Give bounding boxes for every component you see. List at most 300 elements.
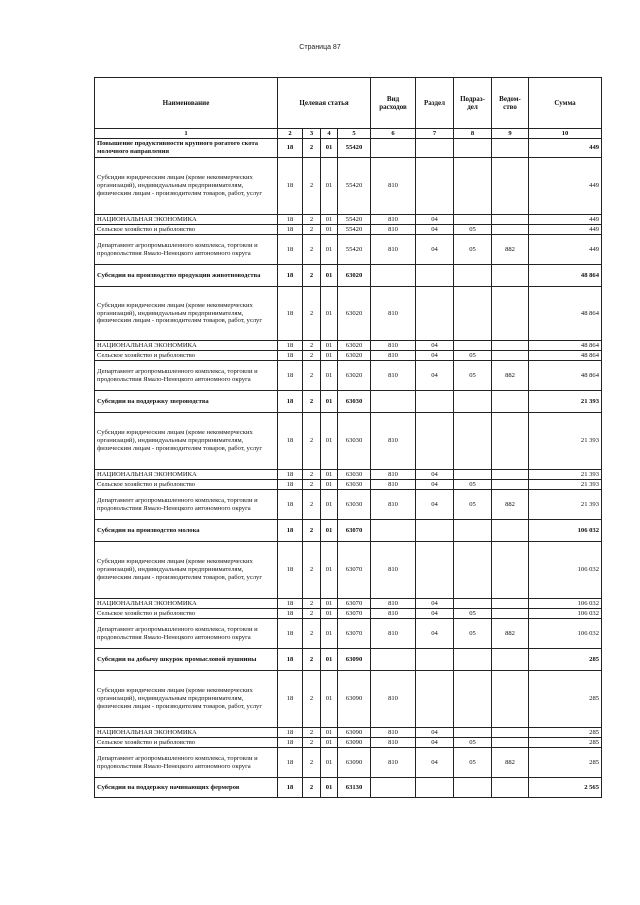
table-row bbox=[95, 542, 602, 599]
row-sum: 21 393 bbox=[529, 391, 602, 413]
row-code-5: 55420 bbox=[338, 215, 371, 225]
table-row bbox=[95, 748, 602, 778]
row-code-5: 63130 bbox=[338, 778, 371, 798]
row-code-5: 63090 bbox=[338, 649, 371, 671]
row-code-3: 2 bbox=[303, 520, 321, 542]
row-department: 882 bbox=[492, 748, 529, 778]
row-section: 04 bbox=[416, 748, 454, 778]
header-expense-type: Вид расходов bbox=[371, 78, 416, 129]
row-name: НАЦИОНАЛЬНАЯ ЭКОНОМИКА bbox=[95, 599, 278, 609]
row-name: Департамент агропромышленного комплекса, торговли и продовольствия Ямало-Ненецкого автономного округа bbox=[95, 361, 278, 391]
row-code-4: 01 bbox=[321, 235, 338, 265]
row-code-4: 01 bbox=[321, 728, 338, 738]
row-code-5: 63030 bbox=[338, 490, 371, 520]
row-department bbox=[492, 609, 529, 619]
row-department bbox=[492, 139, 529, 158]
row-section: 04 bbox=[416, 738, 454, 748]
row-code-3: 2 bbox=[303, 287, 321, 341]
row-code-5: 63070 bbox=[338, 609, 371, 619]
row-code-2: 18 bbox=[278, 778, 303, 798]
row-code-2: 18 bbox=[278, 490, 303, 520]
row-sum: 21 393 bbox=[529, 490, 602, 520]
row-code-4: 01 bbox=[321, 619, 338, 649]
row-section: 04 bbox=[416, 609, 454, 619]
row-code-2: 18 bbox=[278, 225, 303, 235]
row-sum: 285 bbox=[529, 728, 602, 738]
row-department bbox=[492, 520, 529, 542]
row-department: 882 bbox=[492, 361, 529, 391]
row-section bbox=[416, 649, 454, 671]
row-name: Сельское хозяйство и рыболовство bbox=[95, 609, 278, 619]
row-department: 882 bbox=[492, 619, 529, 649]
row-name: Субсидии юридическим лицам (кроме некоммерческих организаций), индивидуальным предпринимателям, физическим лицам - производителям товаров, работ, услуг bbox=[95, 158, 278, 215]
row-code-3: 2 bbox=[303, 361, 321, 391]
row-subsection: 05 bbox=[454, 490, 492, 520]
table-row bbox=[95, 671, 602, 728]
row-code-4: 01 bbox=[321, 215, 338, 225]
col-number: 6 bbox=[371, 129, 416, 139]
row-code-5: 63090 bbox=[338, 738, 371, 748]
table-row bbox=[95, 470, 602, 480]
row-name: Департамент агропромышленного комплекса, торговли и продовольствия Ямало-Ненецкого автономного округа bbox=[95, 490, 278, 520]
row-name: НАЦИОНАЛЬНАЯ ЭКОНОМИКА bbox=[95, 470, 278, 480]
row-code-4: 01 bbox=[321, 351, 338, 361]
row-code-4: 01 bbox=[321, 609, 338, 619]
col-number: 1 bbox=[95, 129, 278, 139]
row-sum: 449 bbox=[529, 158, 602, 215]
table-row bbox=[95, 361, 602, 391]
row-department bbox=[492, 215, 529, 225]
row-expense-type: 810 bbox=[371, 490, 416, 520]
col-number: 4 bbox=[321, 129, 338, 139]
row-code-2: 18 bbox=[278, 609, 303, 619]
row-expense-type bbox=[371, 265, 416, 287]
col-number: 8 bbox=[454, 129, 492, 139]
row-code-3: 2 bbox=[303, 215, 321, 225]
row-code-2: 18 bbox=[278, 470, 303, 480]
row-section bbox=[416, 139, 454, 158]
row-subsection bbox=[454, 287, 492, 341]
row-subsection bbox=[454, 215, 492, 225]
row-subsection bbox=[454, 265, 492, 287]
row-code-2: 18 bbox=[278, 341, 303, 351]
row-code-4: 01 bbox=[321, 413, 338, 470]
row-code-4: 01 bbox=[321, 341, 338, 351]
row-subsection bbox=[454, 599, 492, 609]
row-code-5: 63090 bbox=[338, 671, 371, 728]
row-department bbox=[492, 542, 529, 599]
row-code-2: 18 bbox=[278, 738, 303, 748]
row-sum: 285 bbox=[529, 671, 602, 728]
row-name: Субсидии на добычу шкурок промысловой пушнины bbox=[95, 649, 278, 671]
row-code-3: 2 bbox=[303, 470, 321, 480]
row-department bbox=[492, 649, 529, 671]
row-code-2: 18 bbox=[278, 671, 303, 728]
row-code-4: 01 bbox=[321, 225, 338, 235]
row-sum: 48 864 bbox=[529, 341, 602, 351]
row-code-5: 55420 bbox=[338, 158, 371, 215]
row-code-3: 2 bbox=[303, 158, 321, 215]
row-code-5: 63090 bbox=[338, 728, 371, 738]
row-section: 04 bbox=[416, 619, 454, 649]
row-section bbox=[416, 520, 454, 542]
row-code-4: 01 bbox=[321, 748, 338, 778]
row-section bbox=[416, 542, 454, 599]
row-sum: 106 032 bbox=[529, 619, 602, 649]
row-department bbox=[492, 728, 529, 738]
row-name: Департамент агропромышленного комплекса, торговли и продовольствия Ямало-Ненецкого автономного округа bbox=[95, 619, 278, 649]
row-department bbox=[492, 341, 529, 351]
row-sum: 2 565 bbox=[529, 778, 602, 798]
row-code-3: 2 bbox=[303, 413, 321, 470]
row-sum: 285 bbox=[529, 748, 602, 778]
table-row bbox=[95, 649, 602, 671]
row-code-4: 01 bbox=[321, 542, 338, 599]
row-sum: 48 864 bbox=[529, 265, 602, 287]
row-code-2: 18 bbox=[278, 542, 303, 599]
row-code-3: 2 bbox=[303, 235, 321, 265]
row-code-3: 2 bbox=[303, 738, 321, 748]
row-code-3: 2 bbox=[303, 265, 321, 287]
row-code-2: 18 bbox=[278, 748, 303, 778]
row-code-4: 01 bbox=[321, 671, 338, 728]
row-code-2: 18 bbox=[278, 520, 303, 542]
col-number: 10 bbox=[529, 129, 602, 139]
row-name: НАЦИОНАЛЬНАЯ ЭКОНОМИКА bbox=[95, 341, 278, 351]
row-name: Повышение продуктивности крупного рогатого скота молочного направления bbox=[95, 139, 278, 158]
row-subsection bbox=[454, 139, 492, 158]
col-number: 2 bbox=[278, 129, 303, 139]
row-sum: 449 bbox=[529, 215, 602, 225]
row-code-2: 18 bbox=[278, 287, 303, 341]
row-department bbox=[492, 391, 529, 413]
row-sum: 21 393 bbox=[529, 413, 602, 470]
row-section bbox=[416, 778, 454, 798]
header-sum: Сумма bbox=[529, 78, 602, 129]
row-code-4: 01 bbox=[321, 139, 338, 158]
row-code-5: 63070 bbox=[338, 542, 371, 599]
row-sum: 48 864 bbox=[529, 287, 602, 341]
row-sum: 106 032 bbox=[529, 520, 602, 542]
row-section bbox=[416, 391, 454, 413]
row-sum: 21 393 bbox=[529, 470, 602, 480]
table-row bbox=[95, 215, 602, 225]
row-name: Субсидии юридическим лицам (кроме некоммерческих организаций), индивидуальным предпринимателям, физическим лицам - производителям товаров, работ, услуг bbox=[95, 413, 278, 470]
row-department bbox=[492, 480, 529, 490]
row-subsection bbox=[454, 542, 492, 599]
row-subsection bbox=[454, 158, 492, 215]
row-code-3: 2 bbox=[303, 778, 321, 798]
row-code-5: 63030 bbox=[338, 480, 371, 490]
row-section: 04 bbox=[416, 480, 454, 490]
row-expense-type: 810 bbox=[371, 351, 416, 361]
row-subsection bbox=[454, 649, 492, 671]
row-name: Субсидии юридическим лицам (кроме некоммерческих организаций), индивидуальным предпринимателям, физическим лицам - производителям товаров, работ, услуг bbox=[95, 671, 278, 728]
row-department bbox=[492, 265, 529, 287]
row-section: 04 bbox=[416, 361, 454, 391]
row-section bbox=[416, 158, 454, 215]
header-subsection: Подраз-дел bbox=[454, 78, 492, 129]
row-section: 04 bbox=[416, 599, 454, 609]
row-expense-type: 810 bbox=[371, 235, 416, 265]
row-section: 04 bbox=[416, 490, 454, 520]
row-code-2: 18 bbox=[278, 158, 303, 215]
row-department bbox=[492, 413, 529, 470]
table-row bbox=[95, 599, 602, 609]
row-name: Субсидии на поддержку начинающих фермеров bbox=[95, 778, 278, 798]
row-code-3: 2 bbox=[303, 728, 321, 738]
row-code-5: 63020 bbox=[338, 361, 371, 391]
row-expense-type bbox=[371, 778, 416, 798]
row-name: Субсидии юридическим лицам (кроме некоммерческих организаций), индивидуальным предпринимателям, физическим лицам - производителям товаров, работ, услуг bbox=[95, 287, 278, 341]
table-row bbox=[95, 619, 602, 649]
row-code-2: 18 bbox=[278, 599, 303, 609]
table-row bbox=[95, 728, 602, 738]
row-code-5: 63030 bbox=[338, 470, 371, 480]
table-row bbox=[95, 490, 602, 520]
row-code-5: 63020 bbox=[338, 351, 371, 361]
table-row bbox=[95, 738, 602, 748]
row-section bbox=[416, 265, 454, 287]
row-expense-type: 810 bbox=[371, 748, 416, 778]
row-expense-type: 810 bbox=[371, 413, 416, 470]
header-section: Раздел bbox=[416, 78, 454, 129]
row-code-5: 63020 bbox=[338, 341, 371, 351]
row-code-3: 2 bbox=[303, 139, 321, 158]
row-department bbox=[492, 351, 529, 361]
row-department bbox=[492, 225, 529, 235]
row-sum: 449 bbox=[529, 139, 602, 158]
row-section bbox=[416, 413, 454, 470]
row-code-4: 01 bbox=[321, 361, 338, 391]
row-name: Департамент агропромышленного комплекса, торговли и продовольствия Ямало-Ненецкого автономного округа bbox=[95, 235, 278, 265]
row-code-3: 2 bbox=[303, 649, 321, 671]
row-code-4: 01 bbox=[321, 265, 338, 287]
row-code-5: 63030 bbox=[338, 391, 371, 413]
row-code-2: 18 bbox=[278, 361, 303, 391]
row-subsection: 05 bbox=[454, 480, 492, 490]
row-code-2: 18 bbox=[278, 619, 303, 649]
row-code-3: 2 bbox=[303, 490, 321, 520]
row-name: Субсидии на поддержку звероводства bbox=[95, 391, 278, 413]
col-number: 5 bbox=[338, 129, 371, 139]
row-expense-type: 810 bbox=[371, 480, 416, 490]
row-code-5: 63030 bbox=[338, 413, 371, 470]
row-code-5: 63070 bbox=[338, 619, 371, 649]
table-row bbox=[95, 778, 602, 798]
row-code-2: 18 bbox=[278, 413, 303, 470]
page-header: Страница 87 bbox=[299, 44, 341, 51]
row-department bbox=[492, 778, 529, 798]
row-expense-type: 810 bbox=[371, 225, 416, 235]
table-row bbox=[95, 341, 602, 351]
row-expense-type: 810 bbox=[371, 542, 416, 599]
row-code-4: 01 bbox=[321, 778, 338, 798]
row-code-2: 18 bbox=[278, 351, 303, 361]
row-code-5: 63020 bbox=[338, 265, 371, 287]
row-name: НАЦИОНАЛЬНАЯ ЭКОНОМИКА bbox=[95, 215, 278, 225]
row-code-5: 55420 bbox=[338, 235, 371, 265]
row-subsection bbox=[454, 341, 492, 351]
row-name: Департамент агропромышленного комплекса, торговли и продовольствия Ямало-Ненецкого автономного округа bbox=[95, 748, 278, 778]
row-code-2: 18 bbox=[278, 649, 303, 671]
row-section: 04 bbox=[416, 470, 454, 480]
table-row bbox=[95, 609, 602, 619]
row-code-4: 01 bbox=[321, 470, 338, 480]
row-subsection bbox=[454, 470, 492, 480]
row-expense-type bbox=[371, 139, 416, 158]
row-expense-type: 810 bbox=[371, 609, 416, 619]
row-section: 04 bbox=[416, 235, 454, 265]
row-expense-type bbox=[371, 391, 416, 413]
row-expense-type: 810 bbox=[371, 599, 416, 609]
header-target: Целевая статья bbox=[278, 78, 371, 129]
row-code-3: 2 bbox=[303, 748, 321, 778]
row-code-4: 01 bbox=[321, 738, 338, 748]
table-row bbox=[95, 235, 602, 265]
table-row bbox=[95, 225, 602, 235]
row-code-5: 63090 bbox=[338, 748, 371, 778]
header-name: Наименование bbox=[95, 78, 278, 129]
row-code-3: 2 bbox=[303, 619, 321, 649]
row-code-5: 63070 bbox=[338, 599, 371, 609]
row-code-2: 18 bbox=[278, 728, 303, 738]
row-sum: 21 393 bbox=[529, 480, 602, 490]
row-department bbox=[492, 671, 529, 728]
row-name: Сельское хозяйство и рыболовство bbox=[95, 225, 278, 235]
row-expense-type: 810 bbox=[371, 341, 416, 351]
column-numbers-row bbox=[95, 129, 602, 139]
row-sum: 449 bbox=[529, 225, 602, 235]
row-expense-type: 810 bbox=[371, 738, 416, 748]
row-section bbox=[416, 671, 454, 728]
row-subsection bbox=[454, 728, 492, 738]
table-row bbox=[95, 158, 602, 215]
row-sum: 285 bbox=[529, 738, 602, 748]
row-subsection: 05 bbox=[454, 361, 492, 391]
table-row bbox=[95, 351, 602, 361]
row-code-4: 01 bbox=[321, 158, 338, 215]
row-name: НАЦИОНАЛЬНАЯ ЭКОНОМИКА bbox=[95, 728, 278, 738]
row-section bbox=[416, 287, 454, 341]
row-code-5: 55420 bbox=[338, 225, 371, 235]
row-code-3: 2 bbox=[303, 671, 321, 728]
row-expense-type: 810 bbox=[371, 728, 416, 738]
row-subsection bbox=[454, 413, 492, 470]
row-code-5: 55420 bbox=[338, 139, 371, 158]
row-code-3: 2 bbox=[303, 599, 321, 609]
row-expense-type: 810 bbox=[371, 158, 416, 215]
row-code-2: 18 bbox=[278, 480, 303, 490]
row-sum: 106 032 bbox=[529, 599, 602, 609]
row-expense-type: 810 bbox=[371, 671, 416, 728]
row-subsection: 05 bbox=[454, 351, 492, 361]
row-department: 882 bbox=[492, 235, 529, 265]
row-sum: 449 bbox=[529, 235, 602, 265]
row-subsection: 05 bbox=[454, 225, 492, 235]
row-subsection: 05 bbox=[454, 609, 492, 619]
table-row bbox=[95, 480, 602, 490]
row-code-3: 2 bbox=[303, 480, 321, 490]
table-row bbox=[95, 413, 602, 470]
row-code-3: 2 bbox=[303, 225, 321, 235]
row-subsection bbox=[454, 778, 492, 798]
row-name: Сельское хозяйство и рыболовство bbox=[95, 351, 278, 361]
row-code-5: 63020 bbox=[338, 287, 371, 341]
row-code-2: 18 bbox=[278, 139, 303, 158]
row-expense-type bbox=[371, 520, 416, 542]
row-department bbox=[492, 158, 529, 215]
row-section: 04 bbox=[416, 728, 454, 738]
row-expense-type: 810 bbox=[371, 619, 416, 649]
row-name: Субсидии юридическим лицам (кроме некоммерческих организаций), индивидуальным предпринимателям, физическим лицам - производителям товаров, работ, услуг bbox=[95, 542, 278, 599]
row-code-4: 01 bbox=[321, 490, 338, 520]
row-sum: 106 032 bbox=[529, 609, 602, 619]
table-row bbox=[95, 520, 602, 542]
table-body bbox=[95, 139, 602, 798]
row-name: Сельское хозяйство и рыболовство bbox=[95, 480, 278, 490]
row-code-3: 2 bbox=[303, 542, 321, 599]
row-code-4: 01 bbox=[321, 520, 338, 542]
row-expense-type bbox=[371, 649, 416, 671]
row-code-4: 01 bbox=[321, 599, 338, 609]
row-department bbox=[492, 599, 529, 609]
row-expense-type: 810 bbox=[371, 361, 416, 391]
budget-table bbox=[94, 77, 602, 798]
col-number: 7 bbox=[416, 129, 454, 139]
row-subsection: 05 bbox=[454, 235, 492, 265]
row-code-2: 18 bbox=[278, 215, 303, 225]
row-department bbox=[492, 470, 529, 480]
col-number: 3 bbox=[303, 129, 321, 139]
row-code-3: 2 bbox=[303, 609, 321, 619]
row-name: Субсидии на производство молока bbox=[95, 520, 278, 542]
row-expense-type: 810 bbox=[371, 470, 416, 480]
row-expense-type: 810 bbox=[371, 287, 416, 341]
row-code-2: 18 bbox=[278, 265, 303, 287]
row-code-3: 2 bbox=[303, 351, 321, 361]
row-department bbox=[492, 738, 529, 748]
table-header bbox=[95, 78, 602, 139]
row-sum: 48 864 bbox=[529, 361, 602, 391]
row-department bbox=[492, 287, 529, 341]
row-subsection: 05 bbox=[454, 748, 492, 778]
row-subsection bbox=[454, 671, 492, 728]
row-name: Субсидии на производство продукции животноводства bbox=[95, 265, 278, 287]
row-code-3: 2 bbox=[303, 341, 321, 351]
row-subsection: 05 bbox=[454, 738, 492, 748]
row-code-4: 01 bbox=[321, 391, 338, 413]
row-code-5: 63070 bbox=[338, 520, 371, 542]
row-section: 04 bbox=[416, 341, 454, 351]
row-section: 04 bbox=[416, 351, 454, 361]
row-sum: 48 864 bbox=[529, 351, 602, 361]
row-code-4: 01 bbox=[321, 287, 338, 341]
table-row bbox=[95, 287, 602, 341]
row-sum: 106 032 bbox=[529, 542, 602, 599]
row-subsection bbox=[454, 520, 492, 542]
row-name: Сельское хозяйство и рыболовство bbox=[95, 738, 278, 748]
row-code-4: 01 bbox=[321, 480, 338, 490]
row-department: 882 bbox=[492, 490, 529, 520]
row-section: 04 bbox=[416, 215, 454, 225]
row-sum: 285 bbox=[529, 649, 602, 671]
row-subsection: 05 bbox=[454, 619, 492, 649]
table-row bbox=[95, 391, 602, 413]
row-code-2: 18 bbox=[278, 235, 303, 265]
col-number: 9 bbox=[492, 129, 529, 139]
row-code-4: 01 bbox=[321, 649, 338, 671]
